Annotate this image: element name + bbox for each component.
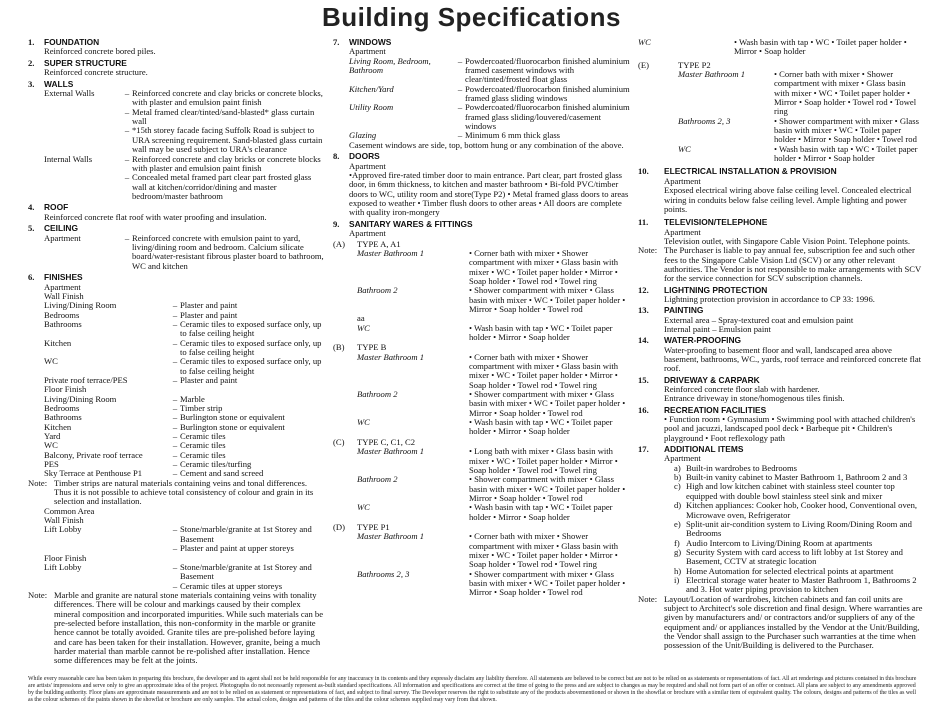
spec-section bbox=[333, 38, 631, 150]
section-heading: TELEVISION/TELEPHONE bbox=[664, 217, 768, 228]
spec-value: Concealed metal framed part clear part frosted glass wall at kitchen/corridor/dining and master bedroom/master bathroom bbox=[132, 172, 312, 201]
spec-label: Kitchen/Yard bbox=[349, 83, 394, 94]
item-letter: i) bbox=[674, 574, 680, 585]
fitting-list: • Wash basin with tap • WC • Toilet paper holder • Mirror • Soap holder bbox=[469, 417, 613, 437]
section-number: 2. bbox=[28, 57, 35, 68]
spec-section bbox=[638, 167, 923, 214]
room-label: WC bbox=[357, 322, 370, 333]
spec-value: Powdercoated/fluorocarbon finished aluminium framed glass sliding/louvered/casement windows bbox=[465, 102, 630, 132]
section-heading: ADDITIONAL ITEMS bbox=[664, 444, 744, 455]
dash: – bbox=[124, 172, 130, 183]
note-text: The Purchaser is liable to pay annual fee, subscription fee and such other fees to the Singapore Cable Vision Ltd (SCV) or any other relevant authorities. The Vendor is not responsible to make arrangements with SCV for the service connection for SCV subscription channels. bbox=[664, 245, 922, 284]
fitting-row bbox=[357, 447, 631, 475]
fitting-list: • Corner bath with mixer • Shower compartment with mixer • Glass basin with mixer • WC • Toilet paper holder • Mirror • Soap holder • Towel rod • Towel ring bbox=[469, 531, 619, 570]
dash: – bbox=[172, 309, 178, 320]
note-label: Note: bbox=[28, 589, 48, 600]
fitting-list: • Shower compartment with mixer • Glass basin with mixer • WC • Toilet paper holder • Mirror • Soap holder • Towel rod bbox=[469, 568, 626, 598]
spec-value: Reinforced concrete and clay bricks or concrete blocks, with plaster and emulsion paint finish bbox=[132, 88, 323, 108]
dash: – bbox=[457, 102, 463, 113]
type-label: (C) bbox=[333, 436, 345, 447]
fitting-list: • Shower compartment with mixer • Glass basin with mixer • WC • Toilet paper holder • Mirror • Soap holder • Towel rod bbox=[469, 389, 626, 418]
section-number: 12. bbox=[638, 284, 649, 295]
fitting-row bbox=[357, 503, 631, 522]
spec-row bbox=[44, 563, 326, 582]
section-heading: ROOF bbox=[44, 202, 69, 213]
spec-section bbox=[638, 286, 923, 305]
note-label: Note: bbox=[638, 593, 658, 604]
item-text: Built-in wardrobes to Bedrooms bbox=[686, 462, 797, 473]
spec-value: Powdercoated/fluorocarbon finished aluminium framed glass sliding windows bbox=[465, 83, 630, 104]
fitting-row bbox=[638, 38, 923, 57]
section-number: 10. bbox=[638, 166, 649, 177]
section-heading: PAINTING bbox=[664, 305, 704, 316]
fitting-row bbox=[357, 353, 631, 390]
section-body bbox=[28, 272, 326, 666]
dash: – bbox=[172, 403, 178, 413]
spec-section bbox=[638, 336, 923, 373]
item-text: Audio Intercom to Living/Dining Room at apartments bbox=[686, 537, 873, 548]
list-item bbox=[674, 482, 923, 501]
section-body bbox=[44, 80, 326, 201]
section-text: Exposed electrical wiring above false ceiling level. Concealed electrical wiring in conduits below false ceiling level. Ample lighting and power points. bbox=[664, 185, 914, 214]
spec-label: Sky Terrace at Penthouse P1 bbox=[44, 468, 143, 479]
spec-label bbox=[44, 108, 122, 127]
fitting-row bbox=[357, 475, 631, 503]
dash: – bbox=[124, 153, 130, 164]
room-label: Bathroom 2 bbox=[357, 389, 398, 400]
spec-row bbox=[44, 320, 326, 339]
spec-value: Ceramic tiles bbox=[180, 449, 226, 460]
spec-label: Utility Room bbox=[349, 102, 394, 113]
spec-label bbox=[44, 173, 122, 201]
spec-section bbox=[28, 224, 326, 271]
spec-label: Lift Lobby bbox=[44, 561, 82, 572]
dash: – bbox=[172, 318, 178, 329]
fitting-list: • Corner bath with mixer • Shower compartment with mixer • Glass basin with mixer • WC • Toilet paper holder • Mirror • Soap holder • Towel rod • Towel ring bbox=[774, 69, 917, 117]
dash: – bbox=[172, 580, 178, 591]
spec-value: Plaster and paint at upper storeys bbox=[180, 543, 294, 554]
spec-row bbox=[44, 173, 326, 201]
note-text: Timber strips are natural materials containing veins and tonal differences. Thus it is not possible to achieve total consistency of colour and grain in its selection and installation. bbox=[54, 477, 314, 507]
note bbox=[638, 595, 923, 651]
spec-value: Ceramic tiles to exposed surface only, up to false ceiling height bbox=[180, 356, 322, 376]
item-text: Security System with card access to lift lobby at 1st Storey and Basement, CCTV at strategic location bbox=[686, 546, 903, 567]
item-letter: c) bbox=[674, 481, 681, 492]
room-label: Master Bathroom 1 bbox=[357, 531, 424, 542]
fitting-list: • Corner bath with mixer • Shower compartment with mixer • Glass basin with mixer • WC • Toilet paper holder • Mirror • Soap holder • Towel rod • Towel ring bbox=[469, 351, 619, 390]
section-heading: WATER-PROOFING bbox=[664, 335, 742, 346]
subheading: Apartment bbox=[349, 160, 386, 171]
section-text: • Function room • Gymnasium • Swimming pool with attached children's pool and jacuzzi, landscaped pool deck • Barbeque pit • Children's playground • Foot reflexology path bbox=[664, 414, 918, 443]
fitting-list: • Wash basin with tap • WC • Toilet paper holder • Mirror • Soap holder bbox=[469, 502, 613, 522]
section-body bbox=[44, 203, 326, 222]
dash: – bbox=[124, 88, 130, 99]
spec-row bbox=[44, 126, 326, 154]
section-number: 9. bbox=[333, 218, 340, 229]
section-body bbox=[44, 38, 326, 57]
dash: – bbox=[457, 55, 463, 66]
item-letter: f) bbox=[674, 537, 680, 548]
spec-value: Metal framed clear/tinted/sand-blasted* glass curtain wall bbox=[132, 106, 315, 127]
spec-section bbox=[28, 38, 326, 57]
room-label: Bathrooms 2, 3 bbox=[678, 115, 731, 126]
item-text: Kitchen appliances: Cooker hob, Cooker hood, Conventional oven, Microwave oven, Refrigerator bbox=[686, 500, 918, 520]
spec-value: Ceramic tiles to exposed surface only, up to false ceiling height bbox=[180, 318, 322, 339]
spec-label: Bathrooms bbox=[44, 318, 82, 329]
section-heading: ELECTRICAL INSTALLATION & PROVISION bbox=[664, 166, 837, 177]
section-heading: WALLS bbox=[44, 78, 74, 89]
room-label: Master Bathroom 1 bbox=[357, 247, 424, 258]
fitting-row bbox=[357, 390, 631, 418]
dash: – bbox=[172, 300, 178, 311]
spec-value: Reinforced concrete with emulsion paint to yard, living/dining room and bedroom. Calcium silicate board/water-resistant fibrous plaster board to bathroom, WC and kitchen bbox=[132, 232, 324, 271]
dash: – bbox=[172, 468, 178, 479]
room-label: Bathroom 2 bbox=[357, 474, 398, 485]
type-label: (E) bbox=[638, 59, 649, 70]
section-number: 6. bbox=[28, 272, 35, 283]
section-text: Television outlet, with Singapore Cable Vision Point. Telephone points. bbox=[664, 235, 910, 246]
spec-value: Ceramic tiles at upper storeys bbox=[180, 580, 283, 591]
spec-label: Living/Dining Room bbox=[44, 300, 117, 311]
spec-label: Balcony, Private roof terrace bbox=[44, 449, 143, 460]
spec-label: External Walls bbox=[44, 88, 95, 99]
section-number: 3. bbox=[28, 78, 35, 89]
spec-section bbox=[333, 152, 631, 217]
room-label: Bathroom 2 bbox=[357, 285, 398, 296]
section-number: 11. bbox=[638, 217, 649, 228]
fitting-row bbox=[357, 249, 631, 286]
section-text: Reinforced concrete flat roof with water proofing and insulation. bbox=[44, 211, 267, 222]
dash: – bbox=[457, 130, 463, 141]
section-number: 14. bbox=[638, 335, 649, 346]
spec-row bbox=[44, 525, 326, 544]
spec-section bbox=[28, 80, 326, 201]
fitting-row bbox=[678, 145, 923, 164]
spec-value: Marble bbox=[180, 393, 205, 404]
fitting-row bbox=[678, 70, 923, 117]
spec-value: Ceramic tiles bbox=[180, 440, 226, 451]
spec-label: PES bbox=[44, 459, 59, 470]
section-number: 7. bbox=[333, 37, 340, 47]
spec-label: Yard bbox=[44, 431, 61, 442]
fitting-list: • Wash basin with tap • WC • Toilet paper holder • Mirror • Soap holder bbox=[469, 322, 613, 343]
section-heading: SANITARY WARES & FITTINGS bbox=[349, 218, 473, 229]
item-letter: g) bbox=[674, 546, 682, 557]
type-title: TYPE C, C1, C2 bbox=[357, 436, 416, 447]
spec-value: Cement and sand screed bbox=[180, 468, 264, 479]
dash: – bbox=[172, 459, 178, 470]
item-letter: d) bbox=[674, 500, 682, 511]
item-letter: b) bbox=[674, 472, 682, 483]
section-heading: FOUNDATION bbox=[44, 37, 100, 47]
note-label: Note: bbox=[638, 245, 658, 256]
dash: – bbox=[172, 524, 178, 535]
dash: – bbox=[172, 421, 178, 432]
dash: – bbox=[124, 232, 130, 243]
dash: – bbox=[172, 393, 178, 404]
section-heading: RECREATION FACILITIES bbox=[664, 404, 767, 415]
spec-value: Burlington stone or equivalent bbox=[180, 421, 285, 432]
column-3 bbox=[638, 38, 923, 651]
section-body bbox=[333, 218, 631, 598]
fitting-list: • Shower compartment with mixer • Glass basin with mixer • WC • Toilet paper holder • Mirror • Soap holder • Towel rod bbox=[774, 115, 919, 145]
spec-label: Living Room, Bedroom, Bathroom bbox=[349, 55, 431, 76]
item-letter: e) bbox=[674, 518, 681, 529]
section-body bbox=[664, 376, 923, 404]
dash: – bbox=[172, 412, 178, 423]
section-text: Reinforced concrete structure. bbox=[44, 67, 148, 78]
section-number: 16. bbox=[638, 404, 649, 415]
section-body bbox=[664, 445, 923, 595]
section-heading: DOORS bbox=[349, 151, 380, 162]
dash: – bbox=[172, 337, 178, 348]
spec-section bbox=[28, 203, 326, 222]
fitting-row bbox=[357, 418, 631, 437]
type-title: TYPE P1 bbox=[357, 521, 390, 532]
section-heading: CEILING bbox=[44, 223, 78, 234]
spec-label: WC bbox=[44, 440, 58, 451]
spec-section bbox=[638, 218, 923, 246]
section-heading: FINISHES bbox=[44, 272, 83, 283]
spec-row bbox=[44, 544, 326, 553]
fitting-row bbox=[357, 570, 631, 598]
section-number: 4. bbox=[28, 202, 35, 213]
disclaimer-footer: While every reasonable care has been taken in preparing this brochure, the developer and its agent shall not be held responsible for any inaccuracy in its contents and they expressly disclaim any liability therefore. All statements are believed to be correct but are not to be relied on as statements or representations of fact. All art renderings and pictures contained in this brochure are artists' impressions and serve only to give an approximate idea of the project. Photographs do not necessarily represent as-built standard specifications. All information and specifications are correct at the time of going to the press and are subject to changes as may be required and shall not form part of an offer or contract. All plans are subject to any amendments approved by the building authority. Floor plans are approximate measurements and are not to be relied on as statement or representations of fact, and subject to final survey. The Developer reserves the right to substitute any of the products abovementioned or shown in the showflat or brochure with a similar item of equivalent quality. The colours, designs and patterns of the tiles as well as the colour schemes of the paints shown in the showflat or brochure are only samples. The actual colors, designs and patterns of the tiles and the colour schemes supplied may vary from that shown. bbox=[28, 676, 917, 703]
section-text: Reinforced concrete bored piles. bbox=[44, 46, 156, 57]
spec-label: Apartment bbox=[44, 232, 81, 243]
note bbox=[28, 479, 326, 507]
spec-label: Lift Lobby bbox=[44, 524, 82, 535]
type-title: TYPE A, A1 bbox=[357, 238, 401, 249]
section-heading: DRIVEWAY & CARPARK bbox=[664, 374, 760, 385]
page-title: Building Specifications bbox=[322, 2, 621, 32]
spec-label: WC bbox=[44, 356, 58, 367]
spec-label bbox=[44, 126, 122, 154]
spec-row bbox=[44, 339, 326, 358]
section-body bbox=[44, 59, 326, 78]
spec-value: Plaster and paint bbox=[180, 300, 238, 311]
dash: – bbox=[172, 440, 178, 451]
section-number: 1. bbox=[28, 37, 35, 47]
section-body bbox=[349, 38, 631, 150]
fitting-list: • Shower compartment with mixer • Glass basin with mixer • WC • Toilet paper holder • Mirror • Soap holder • Towel rod bbox=[469, 285, 626, 314]
section-number: 5. bbox=[28, 223, 35, 234]
item-text: High and low kitchen cabinet with stainless steel counter top equipped with double bowl stainless steel sink and mixer bbox=[686, 481, 895, 501]
dash: – bbox=[172, 431, 178, 442]
note bbox=[28, 591, 326, 666]
dash: – bbox=[124, 125, 130, 136]
spec-value: Plaster and paint bbox=[180, 374, 238, 385]
type-label: (A) bbox=[333, 238, 345, 249]
fitting-list: • Wash basin with tap • WC • Toilet paper holder • Mirror • Soap holder bbox=[734, 37, 907, 57]
spec-value: Timber strip bbox=[180, 403, 223, 413]
subheading: Common Area bbox=[44, 505, 95, 516]
section-text: Water-proofing to basement floor and wall, landscaped area above basement, bathrooms, WC., yards, roof terrace and reinforced concrete flat roof. bbox=[664, 344, 924, 374]
item-letter: a) bbox=[674, 462, 681, 473]
section-text: Entrance driveway in stone/homogenous tiles finish. bbox=[664, 393, 845, 404]
spec-label: Internal Walls bbox=[44, 153, 93, 164]
spec-row bbox=[44, 234, 326, 271]
spec-row bbox=[349, 57, 631, 85]
spec-section bbox=[638, 306, 923, 334]
section-number: 8. bbox=[333, 151, 340, 162]
note-text: Marble and granite are natural stone materials containing veins with tonality differences. There will be colour and markings caused by their complex mineral composition and incorporated impurities. While such materials can be pre-selected before installation, this non-conformity in the marble or granite hence cannot be totally avoided. Granite tiles are pre-polished before laying and care has been taken for their installation. However, granite, being a much harder material than marble cannot be re-polished after installation. Hence some differences may be felt at the joints. bbox=[54, 589, 324, 666]
item-text: Built-in vanity cabinet to Master Bathroom 1, Bathroom 2 and 3 bbox=[686, 472, 908, 483]
spec-row bbox=[44, 376, 326, 385]
subheading: Wall Finish bbox=[44, 290, 84, 301]
room-label: WC bbox=[678, 143, 691, 154]
spec-value: Powdercoated/fluorocarbon finished aluminium framed casement windows with clear/tinted/frosted float glass bbox=[465, 55, 630, 85]
section-text: Apartment bbox=[664, 175, 701, 186]
fitting-row bbox=[678, 117, 923, 145]
note bbox=[638, 246, 923, 283]
type-label: (D) bbox=[333, 521, 345, 532]
dash: – bbox=[124, 106, 130, 117]
subheading: Apartment bbox=[349, 228, 386, 239]
spec-label: Bedrooms bbox=[44, 309, 80, 320]
spec-row bbox=[349, 85, 631, 104]
spec-label: Private roof terrace/PES bbox=[44, 374, 128, 385]
dash: – bbox=[172, 449, 178, 460]
room-label: Master Bathroom 1 bbox=[357, 446, 424, 457]
item-text: Split-unit air-condition system to Living Room/Dining Room and Bedrooms bbox=[686, 518, 912, 539]
subheading: Wall Finish bbox=[44, 515, 84, 526]
type-label: (B) bbox=[333, 342, 345, 353]
spec-row bbox=[349, 103, 631, 131]
spec-value: Minimum 6 mm thick glass bbox=[465, 130, 561, 141]
subheading: Floor Finish bbox=[44, 552, 87, 563]
subheading: Apartment bbox=[44, 281, 81, 292]
spec-section bbox=[28, 59, 326, 78]
section-body bbox=[664, 167, 923, 214]
fitting-list: • Long bath with mixer • Glass basin with mixer • WC • Toilet paper holder • Mirror • Soap holder • Towel rod • Towel ring bbox=[469, 446, 618, 475]
section-body bbox=[664, 218, 923, 246]
subheading: Apartment bbox=[349, 46, 386, 57]
spec-label: Glazing bbox=[349, 130, 377, 141]
fitting-row bbox=[357, 324, 631, 343]
spec-section bbox=[638, 445, 923, 595]
spec-value: Stone/marble/granite at 1st Storey and Basement bbox=[180, 561, 312, 582]
spec-section bbox=[638, 376, 923, 404]
fitting-row bbox=[357, 286, 631, 314]
section-number: 13. bbox=[638, 305, 649, 316]
room-label: WC bbox=[638, 37, 651, 47]
section-text: Internal paint – Emulsion paint bbox=[664, 323, 771, 334]
spec-row bbox=[44, 108, 326, 127]
subheading: Floor Finish bbox=[44, 384, 87, 395]
section-body bbox=[664, 336, 923, 373]
subheading: Apartment bbox=[664, 453, 701, 464]
spec-row bbox=[44, 89, 326, 108]
section-body bbox=[664, 286, 923, 305]
dash: – bbox=[172, 561, 178, 572]
type-title: TYPE B bbox=[357, 342, 387, 353]
section-heading: WINDOWS bbox=[349, 37, 392, 47]
section-body bbox=[664, 406, 923, 443]
note-text: Layout/Location of wardrobes, kitchen cabinets and fan coil units are subject to Architect's sole discretion and final design. Where warranties are given by manufacturers and/ or contractors and/or suppliers of any of the equipment and/ or appliances installed by the Vendor at the Unit/Building, the Vendor shall assign to the Purchaser such warranties at the time when possession of the Unit/Building is delivered to the Purchaser. bbox=[664, 593, 923, 651]
section-text: Lightning protection provision in accordance to CP 33: 1996. bbox=[664, 293, 875, 304]
section-body bbox=[349, 152, 631, 217]
section-text: Reinforced concrete floor slab with hardener. bbox=[664, 384, 820, 395]
spec-value: Ceramic tiles/turfing bbox=[180, 459, 252, 470]
section-number: 15. bbox=[638, 374, 649, 385]
room-label: aa bbox=[357, 313, 365, 324]
room-label: Bathrooms 2, 3 bbox=[357, 568, 410, 579]
spec-label: Kitchen bbox=[44, 421, 72, 432]
list-item bbox=[674, 520, 923, 539]
spec-section bbox=[638, 406, 923, 443]
item-text: Home Automation for selected electrical points at apartment bbox=[686, 565, 894, 576]
spec-value: Burlington stone or equivalent bbox=[180, 412, 285, 423]
dash: – bbox=[457, 83, 463, 94]
spec-row bbox=[44, 357, 326, 376]
spec-value: Ceramic tiles to exposed surface only, up to false ceiling height bbox=[180, 337, 322, 357]
spec-label: Kitchen bbox=[44, 337, 72, 348]
fitting-row bbox=[357, 532, 631, 569]
column-1 bbox=[28, 38, 326, 666]
spec-label: Living/Dining Room bbox=[44, 393, 117, 404]
section-text: External area – Spray-textured coat and emulsion paint bbox=[664, 314, 854, 325]
column-2 bbox=[333, 38, 631, 598]
item-letter: h) bbox=[674, 565, 682, 576]
spec-value: Stone/marble/granite at 1st Storey and Basement bbox=[180, 524, 312, 544]
dash: – bbox=[172, 374, 178, 385]
fitting-list: • Shower compartment with mixer • Glass basin with mixer • WC • Toilet paper holder • Mirror • Soap holder • Towel rod bbox=[469, 474, 626, 503]
list-item bbox=[674, 576, 923, 595]
spec-label: Bedrooms bbox=[44, 403, 80, 413]
section-text: Apartment bbox=[664, 226, 701, 237]
section-heading: SUPER STRUCTURE bbox=[44, 57, 127, 68]
spec-value: Ceramic tiles bbox=[180, 431, 226, 442]
section-number: 17. bbox=[638, 444, 649, 455]
spec-row bbox=[44, 155, 326, 174]
fitting-list: • Corner bath with mixer • Shower compartment with mixer • Glass basin with mixer • WC • Toilet paper holder • Mirror • Soap holder • Towel rod • Towel ring bbox=[469, 247, 619, 286]
item-text: Electrical storage water heater to Master Bathroom 1, Bathrooms 2 and 3. Hot water piping provision to kitchen bbox=[686, 574, 917, 595]
spec-value: *15th storey facade facing Suffolk Road is subject to URA screening requirement. Sand-blasted glass curtain wall may be used subject to URA's clearance bbox=[132, 125, 323, 155]
note-label: Note: bbox=[28, 477, 48, 488]
section-body bbox=[664, 306, 923, 334]
section-text: •Approved fire-rated timber door to main entrance. Part clear, part frosted glass door, in 6mm thickness, to kitchen and master bathroom • Bi-fold PVC/timber doors to WC, utility room and store(Type P2) • Metal framed glass doors to areas exposed to weather • Timber flush doors to other areas • All doors are complete with quality iron-mongery bbox=[349, 170, 631, 218]
spec-value: Reinforced concrete and clay bricks or concrete blocks with plaster and emulsion paint finish bbox=[132, 153, 321, 173]
spec-section bbox=[28, 273, 326, 665]
section-heading: LIGHTNING PROTECTION bbox=[664, 284, 768, 295]
list-item bbox=[674, 548, 923, 567]
list-item bbox=[674, 501, 923, 520]
dash: – bbox=[172, 356, 178, 367]
room-label: WC bbox=[357, 417, 370, 428]
spec-value: Plaster and paint bbox=[180, 309, 238, 320]
room-label: Master Bathroom 1 bbox=[357, 351, 424, 362]
spec-section bbox=[333, 220, 631, 598]
type-title: TYPE P2 bbox=[678, 59, 711, 70]
room-label: WC bbox=[357, 502, 370, 513]
section-text: Casement windows are side, top, bottom hung or any combination of the above. bbox=[349, 139, 624, 150]
room-label: Master Bathroom 1 bbox=[678, 69, 745, 80]
dash: – bbox=[172, 543, 178, 554]
spec-label: Bathrooms bbox=[44, 412, 82, 423]
fitting-list: • Wash basin with tap • WC • Toilet paper holder • Mirror • Soap holder bbox=[774, 143, 918, 164]
section-body bbox=[44, 224, 326, 271]
